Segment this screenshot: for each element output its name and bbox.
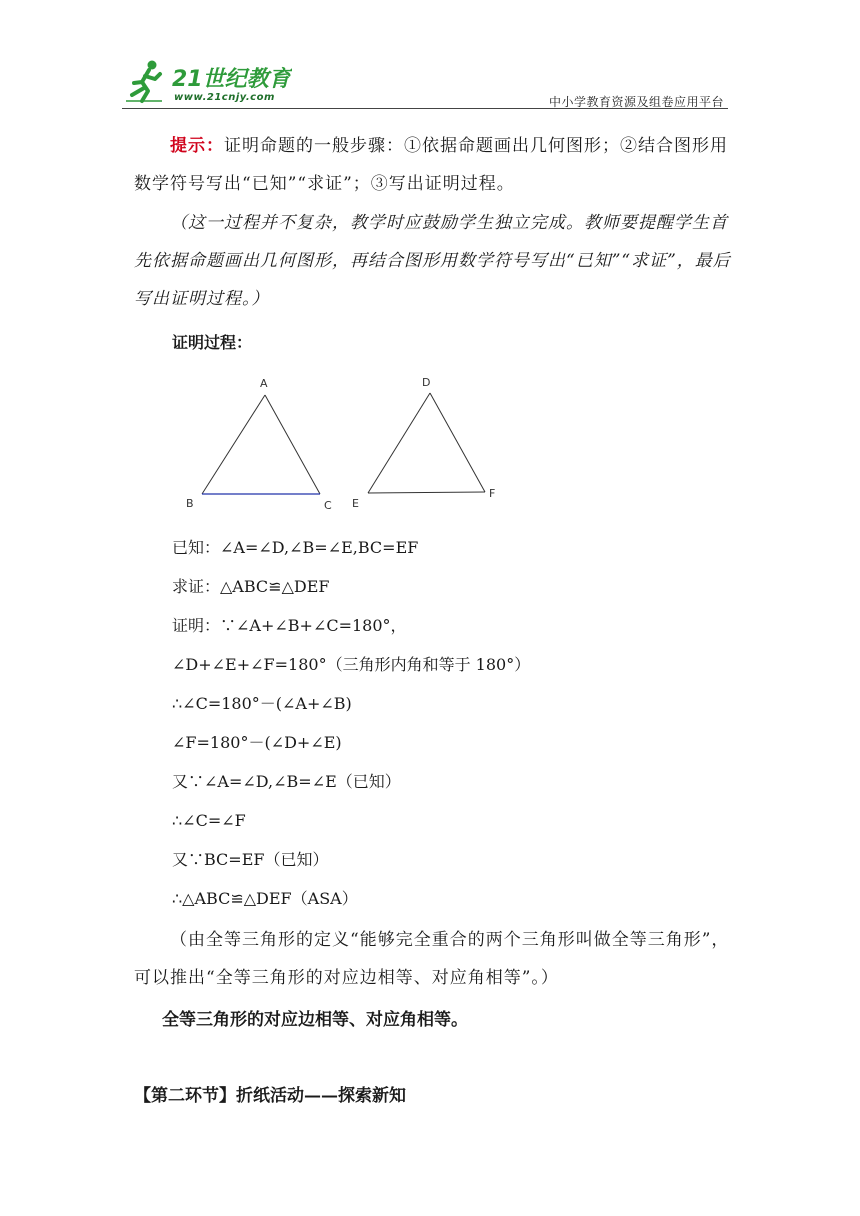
hint-label: 提示： <box>170 136 224 156</box>
header-divider <box>122 108 728 109</box>
vertex-b-label: B <box>186 497 194 510</box>
triangles-figure <box>182 372 512 517</box>
vertex-c-label: C <box>324 499 332 512</box>
vertex-d-label: D <box>422 376 431 389</box>
proof-step: 又∵∠A=∠D,∠B=∠E（已知） <box>172 772 401 791</box>
proof-heading: 证明过程： <box>172 333 253 352</box>
vertex-e-label: E <box>352 497 359 510</box>
proof-step: ∴∠C=180°－(∠A+∠B) <box>172 694 352 713</box>
given-line: 已知：∠A=∠D,∠B=∠E,BC=EF <box>172 538 419 557</box>
proof-step: 又∵BC=EF（已知） <box>172 850 329 869</box>
logo-url: www.21cnjy.com <box>174 92 275 103</box>
page-header <box>122 55 728 111</box>
hint-paragraph <box>134 127 734 203</box>
conclusion: 全等三角形的对应边相等、对应角相等。 <box>162 1010 468 1030</box>
vertex-a-label: A <box>260 377 268 390</box>
definition-note: （由全等三角形的定义“能够完全重合的两个三角形叫做全等三角形”，可以推出“全等三角形的对应边相等、对应角相等”。） <box>134 930 730 988</box>
platform-name: 中小学教育资源及组卷应用平台 <box>548 95 724 109</box>
vertex-f-label: F <box>489 487 496 500</box>
hint-text: 证明命题的一般步骤：①依据命题画出几何图形；②结合图形用数学符号写出“已知”“求证”；③写出证明过程。 <box>134 136 728 194</box>
logo-text: 21世纪教育 <box>172 67 291 92</box>
prove-line: 求证：△ABC≌△DEF <box>172 577 330 596</box>
proof-step: 证明：∵∠A+∠B+∠C=180°， <box>172 616 407 635</box>
section-heading: 【第二环节】折纸活动——探索新知 <box>134 1086 406 1106</box>
logo-icon <box>122 55 292 105</box>
triangle-abc <box>186 377 332 512</box>
teacher-note: （这一过程并不复杂，教学时应鼓励学生独立完成。教师要提醒学生首先依据命题画出几何图形，再结合图形用数学符号写出“已知”“求证”，最后写出证明过程。） <box>134 213 731 309</box>
proof-step: ∠F=180°－(∠D+∠E) <box>172 733 342 752</box>
proof-step: ∴∠C=∠F <box>172 811 246 830</box>
proof-step: ∴△ABC≌△DEF（ASA） <box>172 889 358 908</box>
triangle-def <box>352 376 495 510</box>
proof-step: ∠D+∠E+∠F=180°（三角形内角和等于 180°） <box>172 655 531 674</box>
